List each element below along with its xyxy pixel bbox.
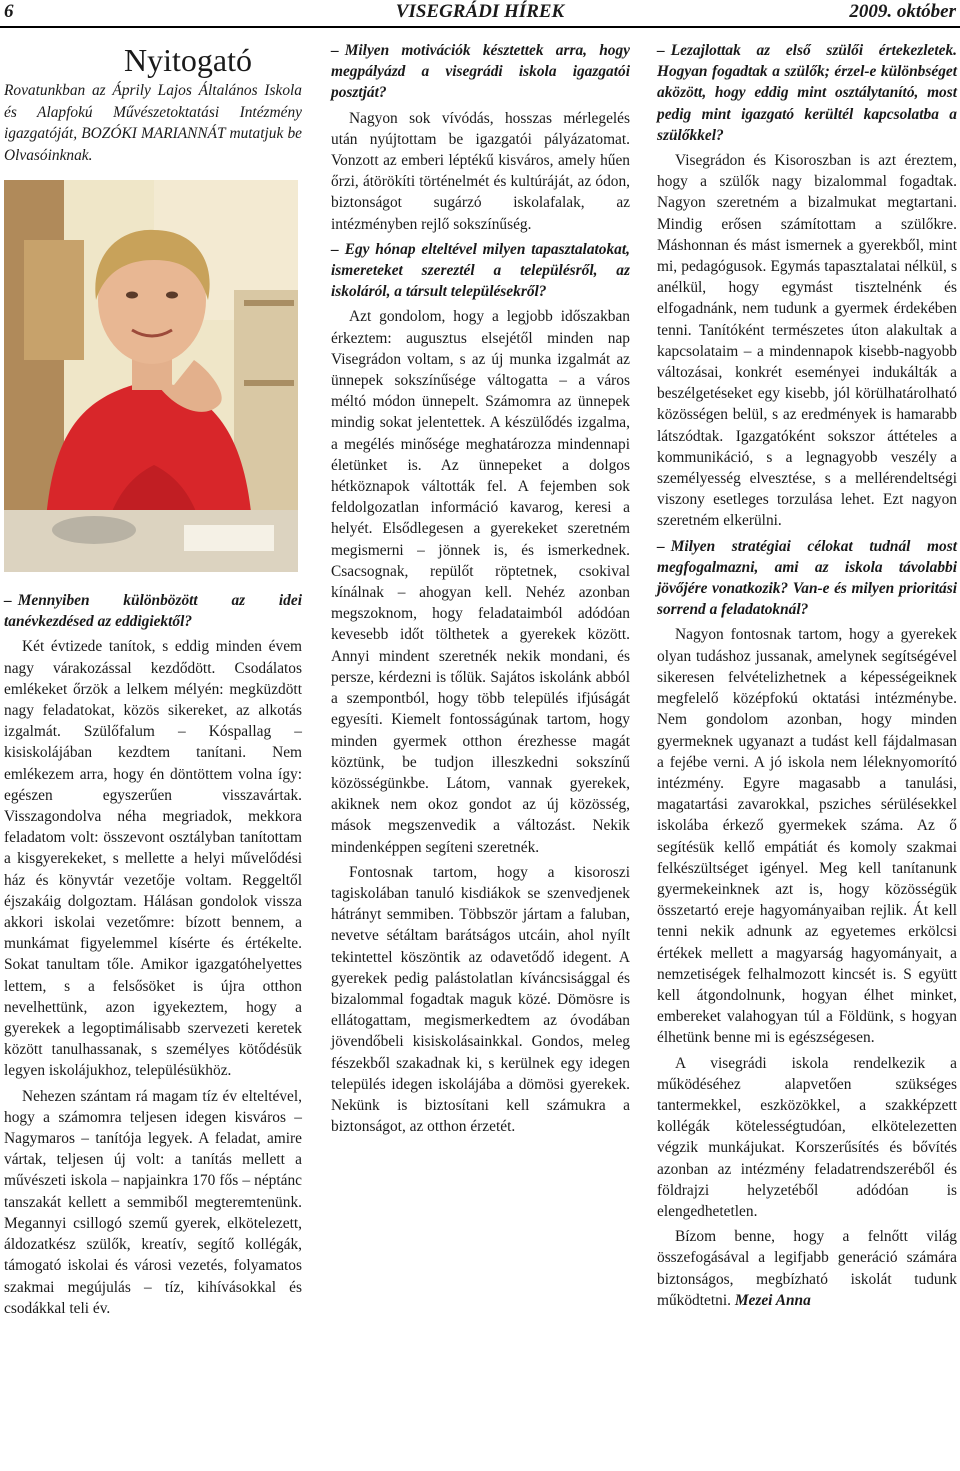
article-title: Nyitogató	[124, 42, 252, 78]
answer-4: Visegrádon és Kisoroszban is azt éreztem, hogy a szülők nagy bizalommal fogadtak. Nagyon szeretném a bizalmukat megtartani. Mindig erősen számítottam a szülőkre. Máshonnan és mást ismernek a gyerekből, mint mi, pedagógusok. Egymás tapasztalatai nélkül, s anélkül, hogy egymást tisztelnénk és elfogadnánk, nem tudunk a gyermek érdekében tenni. Tanítóként természetes úton alakultak a kapcsolataim – a mindennapok kisebb-nagyobb változásai, konkrét eseményei indukálták a beszélgetéseket egy kisebb, jól körülhatárolható közösségen belül, s az eredmények is hamarabb látszódtak. Igazgatóként sokszor áttételes a kommunikáció, s a legnagyobb veszély a személyesség elvesztése, s a mellérendeltségi viszony esetleges torzulása lehet. Ezt nagyon szeretném elkerülni.	[657, 152, 957, 530]
question-2: – Milyen motivációk késztettek arra, hogy megpályázd a visegrádi iskola igazgatói posztját?	[331, 42, 630, 102]
article-intro: Rovatunkban az Áprily Lajos Általános Iskola és Alapfokú Művészetoktatási Intézmény igazgatóját, BOZÓKI MARIANNÁT mutatjuk be Olvasóinknak.	[4, 82, 302, 164]
page-number: 6	[4, 1, 14, 22]
question-4: – Lezajlottak az első szülői értekezletek. Hogyan fogadtak a szülők; érzel-e különbséget aközött, hogy eddig mint osztálytanító, most pedig mint igazgató kerültél kapcsolatba a szülőkkel?	[657, 42, 957, 144]
question-1: – Mennyiben különbözött az idei tanévkezdésed az eddigiektől?	[4, 592, 302, 631]
answer-5-paragraph-2: A visegrádi iskola rendelkezik a működéséhez alapvetően szükséges tantermekkel, eszközökkel, a szakképzett kollégák kötelességtudóan, elkötelezetten végzik munkájukat. Korszerűsítés és bővítés azonban az intézmény feladatrendszeréből és földrajzi helyzetéből adódóan is elengedhetetlen.	[657, 1054, 957, 1220]
column-2	[331, 40, 630, 1141]
answer-2: Nagyon sok vívódás, hosszas mérlegelés után nyújtottam be igazgatói pályázatomat. Vonzott az emberi léptékű kisváros, amely hűen őrzi, átörökíti történelmét és kultúráját, az ódon, biztonságot sugárzó iskolafalak, az intézményben rejlő sokszínűség.	[331, 109, 630, 233]
author-signature: Mezei Anna	[734, 1291, 811, 1309]
answer-5-paragraph-3: Bízom benne, hogy a felnőtt világ összefogásával a legifjabb generáció számára biztonságos, megbízható iskolát tudunk működtetni. Mezei Anna	[657, 1228, 957, 1309]
portrait-illustration	[4, 180, 298, 572]
answer-1-paragraph-1: Két évtizede tanítok, s eddig minden évem nagy várakozással kezdődött. Csodálatos emlékeket őrzök a lelkem mélyén: megküzdött nagy feladatokat, közös sikereket, az alkotás izgalmát. Szülőfalum – Kóspallag – kisiskolájában kezdtem tanítani. Nem emlékezem arra, hogy én döntöttem volna így: egészen egyszerűen visszavártak. Visszagondolva néha megriadok, mekkora feladatom volt: összevont osztályban tanítottam a kisgyerekeket, s mellette a helyi művelődési ház és könyvtár vezetője voltam. Reggeltől éjszakáig dolgoztam. Hálásan gondolok vissza akkori iskolai vezetőmre: bízott bennem, a munkámat figyelemmel kísérte és értékelte. Sokat tanultam tőle. Amikor igazgatóhelyettes lettem, s a felsősöket is újra otthon nevelhettünk, azon igyekeztem, hogy a gyerekek a legoptimálisabb szervezeti keretek között tanulhassanak, s személyes kötődésük legyen iskolájukhoz, településükhöz.	[4, 638, 302, 1080]
answer-1-paragraph-2: Nehezen szántam rá magam tíz év elteltével, hogy a számomra teljesen idegen kisváros – Nagymaros – tanítója legyek. A feladat, amire vártak, teljesen új volt: a tanítás mellett a művészeti iskola – napjainkra 170 fős – néptánc tanszakát kellett a semmiből megteremtenünk. Megannyi csillogó szemű gyerek, elkötelezett, áldozatkész szülők, kreatív, segítő kollégák, támogató iskolai és városi vezetés, folyamatos szakmai megújulás – tíz, kihívásokkal és csodákkal teli év.	[4, 1087, 302, 1317]
portrait-photo	[4, 180, 298, 572]
answer-5-paragraph-1: Nagyon fontosnak tartom, hogy a gyerekek olyan tudáshoz jussanak, amelynek segítségével sikeresen felvételizhetnek a képességeiknek megfelelő középfokú oktatási intézménybe. Nem gondolom azonban, hogy minden gyermeknek ugyanazt a tudást kell fájdalmasan a fejébe verni. A jó iskola nem léleknyomorító intézmény. Egyre magasabb a tanulási, magatartási zavarokkal, psziches sérülésekkel iskolába érkező gyermekek száma. Az ő segítésük kellő empátiát és komoly szakmai felkészültséget igényel. Meg kell tanítanunk gyermekeinknek azt is, hogy közösségük összetartó ereje hagyományaiban rejlik. Át kell tenni nekik adnunk az egyetemes erkölcsi értékek mellett a magyarság hagyományait, a nemzetiségek felhalmozott kincsét is. S együtt kell átgondolnunk, hogyan élhet minket, embereket valahogyan túl a Földünk, s hogyan élhetünk benne mi is egészségesen.	[657, 626, 957, 1047]
column-1	[4, 40, 302, 1323]
question-5: – Milyen stratégiai célokat tudnál most megfogalmazni, ami az iskola távolabbi jövőjére vonatkozik? Van-e és milyen prioritási sorrend a feladatoknál?	[657, 537, 957, 619]
issue-date: 2009. október	[849, 1, 956, 22]
answer-3-paragraph-2: Fontosnak tartom, hogy a kisoroszi tagiskolában tanuló kisdiákok se szenvedjenek hátrányt semmiben. Többször jártam a faluban, nevetve sétáltam barátságos utcáin, ahol nyílt tekintettel köszöntik az odavetődő idegent. A gyerekek pedig palástolatlan kíváncsisággal és bizalommal fogadtak maguk közé. Dömösre is ellátogattam, megismerkedtem az óvodában jövendőbeli kisiskolásainkkal. Gondos, meleg fészekből szakadnak ki, s kerülnek egy idegen település idegen iskolájába a dömösi gyerekek. Nekünk is biztosítani kell számukra a biztonságot, az otthon érzetét.	[331, 863, 630, 1136]
column-3	[657, 40, 957, 1315]
answer-3-paragraph-1: Azt gondolom, hogy a legjobb időszakban érkeztem: augusztus elsejétől minden nap Visegrádon voltam, s az új munka izgalmát az ünnepek sokszínűsége váltogatta – a város méltó módon ünnepelt. Számomra az ünnepek mindig sokat jelentettek. A készülődés izgalma, a megélés minősége meghatározza mindennapi életünket is. Az ünnepeket a dolgos hétköznapok váltották fel. A fejemben sok feldolgozatlan információ kavarog, keresi a helyét. Elsődlegesen a gyerekeket szeretném megismerni – jönnek is, és ismerkednek. Csacsognak, repülőt röptetnek, csokival kínálnak – ahogyan kell. Nehéz azonban megszoknom, hogy feladataimból adódóan kevesebb időt tölthetek a gyerekek között. Annyi mindent szeretnék nekik mondani, és persze, kérdezni is tőlük. Sajátos iskolánk abból a szempontból, hogy több település ifjúságát egyesíti. Kiemelt fontosságúnak tartom, hogy minden gyermek otthon érezhesse magát köztünk, be tudjon illeszkedni sokszínű közösségünkbe. Látom, vannak gyerekek, akiknek nem okoz gondot az új közösség, mások megszenvedik a változást. Nekik mindenképpen segíteni szeretnék.	[331, 308, 630, 856]
question-3: – Egy hónap elteltével milyen tapasztalatokat, ismereteket szereztél a településről, az iskoláról, a társult településekről?	[331, 240, 630, 301]
publication-name: VISEGRÁDI HÍREK	[395, 1, 565, 22]
page-header	[0, 0, 960, 28]
